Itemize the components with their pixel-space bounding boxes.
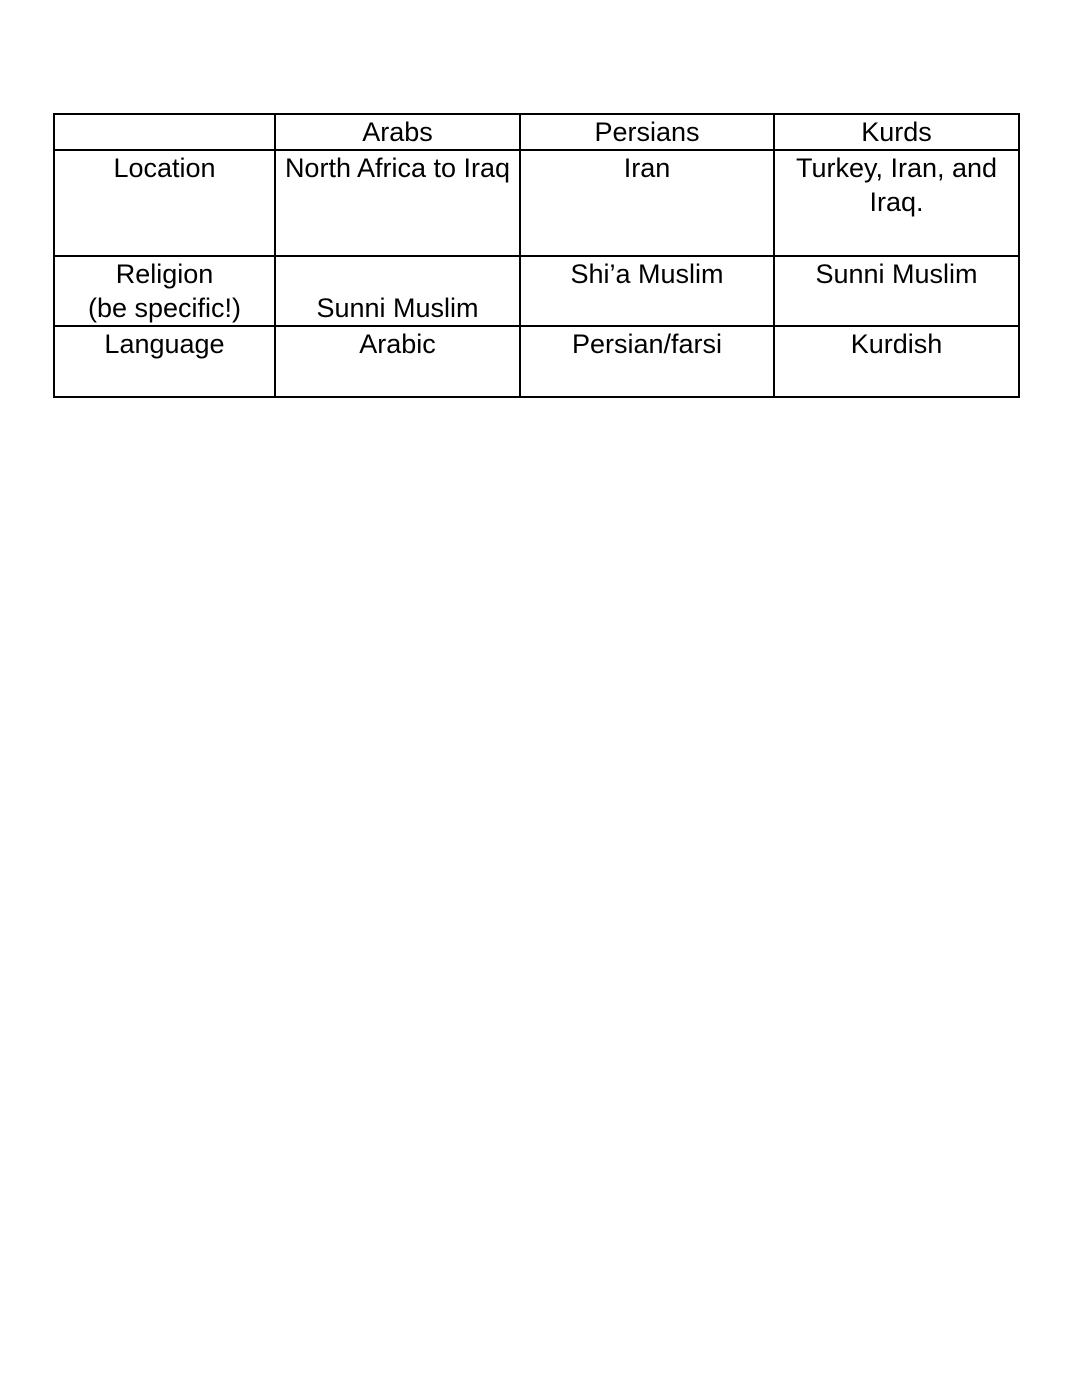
header-label: Arabs: [362, 117, 433, 147]
cell-value: Turkey, Iran, and Iraq.: [795, 153, 998, 217]
cell-value: North Africa to Iraq: [284, 153, 511, 183]
header-cell-kurds: [774, 114, 1019, 150]
table-cell: [275, 150, 520, 256]
header-cell-persians: [520, 114, 774, 150]
cell-value: Arabic: [359, 329, 436, 359]
table-cell: [275, 326, 520, 397]
cell-value: Sunni Muslim: [815, 259, 978, 289]
table-header-row: [54, 114, 1019, 150]
row-label-subtitle: (be specific!): [87, 293, 242, 323]
header-cell-arabs: [275, 114, 520, 150]
table-cell: [275, 256, 520, 326]
table-row-language: [54, 326, 1019, 397]
row-label: Religion: [115, 259, 214, 289]
row-label: Location: [113, 153, 216, 183]
table-cell: [520, 256, 774, 326]
row-label-cell: [54, 150, 275, 256]
table-cell: [774, 150, 1019, 256]
row-label-cell: [54, 256, 275, 326]
table-cell: [520, 150, 774, 256]
table-row-religion: [54, 256, 1019, 326]
table-cell: [774, 326, 1019, 397]
table-row-location: [54, 150, 1019, 256]
table-cell: [774, 256, 1019, 326]
header-cell-corner: [54, 114, 275, 150]
header-label: Persians: [594, 117, 700, 147]
header-label: Kurds: [861, 117, 932, 147]
cell-value: Shi’a Muslim: [570, 259, 724, 289]
cell-value: Sunni Muslim: [316, 293, 479, 323]
row-label-cell: [54, 326, 275, 397]
table-cell: [520, 326, 774, 397]
cell-value: Persian/farsi: [571, 329, 723, 359]
cell-value: Kurdish: [850, 329, 943, 359]
cell-value: Iran: [623, 153, 671, 183]
row-label: Language: [104, 329, 225, 359]
comparison-table: [53, 113, 1020, 398]
